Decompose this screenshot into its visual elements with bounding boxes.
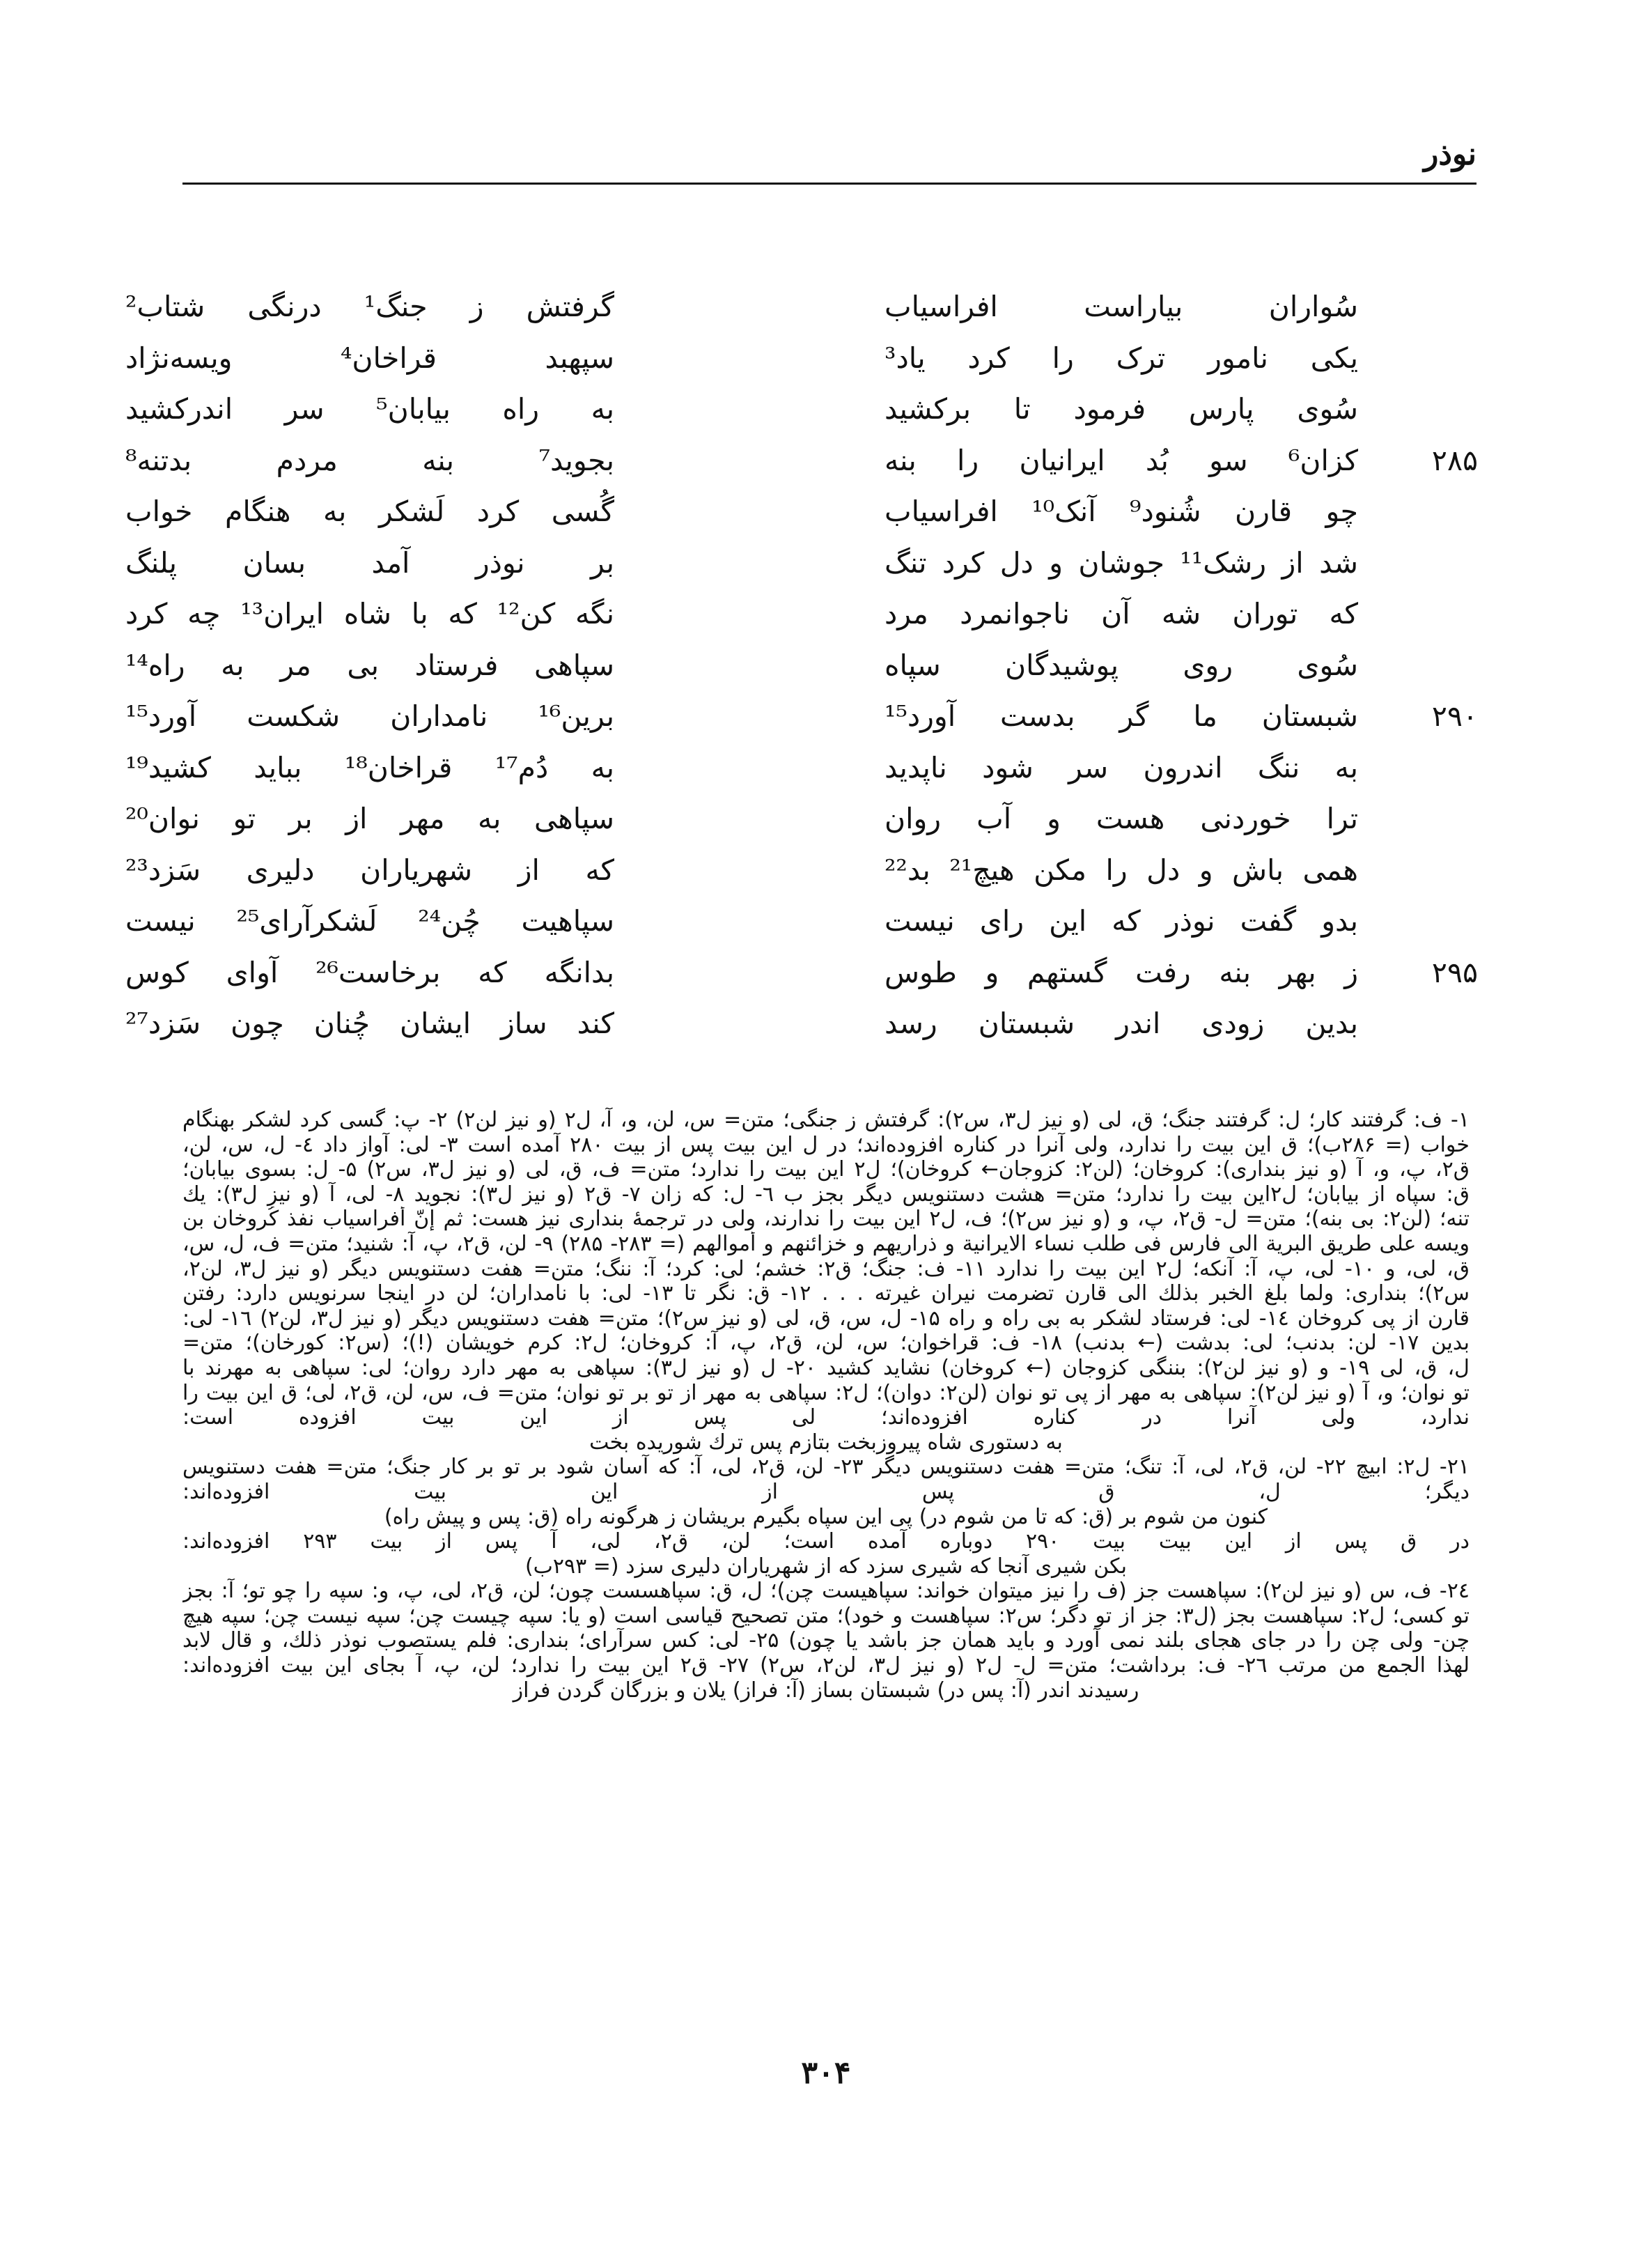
footnote-line: ق۲، پ، و، آ (و نیز بنداری): کروخان؛ (لن۲: کزوجان← کروخان)؛ ل۲ این بیت را ندارد؛ متن= ف، ق، لی (و نیز ل۳، س۲) ۵- ل: بسوی بیابان؛	[182, 1157, 1470, 1182]
verse-line	[0, 846, 1652, 895]
footnote-line: ۲٤- ف، س (و نیز لن۲): سپاهست جز (ف را نیز میتوان خواند: سپاهیست چن)؛ ل، ق: سپاهسست چون؛ لن، ق۲، لی، پ، و: سپه را چو تو؛ آ: بجز	[182, 1579, 1470, 1604]
footnote-line: در ق پس از این بیت بیت ۲۹۰ دوباره آمده است؛ لن، ق۲، لی، آ پس از بیت ۲۹۳ افزوده‌اند:	[182, 1529, 1470, 1554]
footnote-quoted-verse: رسیدند اندر (آ: پس در) شبستان بساز (آ: فراز) یلان و بزرگان گردن فراز	[513, 1678, 1139, 1703]
footnote-line: تو نوان؛ و، آ (و نیز لن۲): سپاهی به مهر از پی تو نوان (لن۲: دوان)؛ ل۲: سپاهی به مهر از تو بر تو نوان؛ متن= ف، س، لن، ق۲، لی؛ ق این بیت را	[182, 1380, 1470, 1405]
second-hemistich: بر نوذر آمد بسان پلنگ	[125, 545, 614, 580]
footnote-line: ل، ق، لی ۱۹- و (و نیز لن۲): بننگی کزوجان (← کروخان) نشاید کشید ۲۰- ل (و نیز ل۳): سپاهی به مهر دارد روان؛ لی: سپاهی به مهرند با	[182, 1355, 1470, 1380]
footnote-line: س۲)؛ بنداری: ولما بلغ الخبر بذلك الی قارن تضرمت نیران غیرته . . . ۱۲- ق: نگر تا ۱۳- لی: با نامداران؛ لن در اینجا سرنویس دارد: رفتن	[182, 1281, 1470, 1306]
second-hemistich: سپاهیت چُن²⁴ لَشکرآرای²⁵ نیست	[125, 904, 614, 938]
footnote-line: خواب (= ۲۸۶ب)؛ ق این بیت را ندارد، ولی آنرا در کناره افزوده‌اند؛ در ل این بیت پس از بیت ۲۸۰ آمده است ۳- لی: آواز داد ٤- ل، س، لن،	[182, 1132, 1470, 1157]
footnote-line: ویسه علی طریق البریة الی فارس فی طلب نساء الایرانیة و ذراریهم و خزائنهم و أموالهم (= ۲۸۳- ۲۸۵) ۹- لن، ق۲، پ، آ: شنید؛ متن= ف، ل، س،	[182, 1231, 1470, 1256]
verse-number: ۲۹۵	[1431, 955, 1478, 989]
verse-line	[0, 743, 1652, 792]
footnote-line: لهذا الجمع من مرتب ۲٦- ف: برداشت؛ متن= ل- ل۲ (و نیز ل۳، لن۲، س۲) ۲۷- ق۲ این بیت را ندارد؛ لن، پ، آ بجای این بیت افزوده‌اند:	[182, 1653, 1470, 1678]
second-hemistich: سپاهی فرستاد بی مر به راه¹⁴	[125, 648, 614, 682]
footnote-line: ۱- ف: گرفتند کار؛ ل: گرفتند جنگ؛ ق، لی (و نیز ل۳، س۲): گرفتش ز جنگی؛ متن= س، لن، و، آ، ل۲ (و نیز لن۲) ۲- پ: گسی کرد لشکر بهنگام	[182, 1108, 1470, 1132]
second-hemistich: برین¹⁶ نامداران شکست آورد¹⁵	[125, 699, 614, 733]
first-hemistich: به ننگ اندرون سر شود ناپدید	[885, 750, 1358, 784]
verse-number: ۲۸۵	[1431, 443, 1478, 477]
verse-line	[0, 897, 1652, 945]
header-rule	[182, 183, 1476, 185]
first-hemistich: سُوی پارس فرمود تا برکشید	[885, 392, 1358, 426]
second-hemistich: سپاهی به مهر از بر تو نوان²⁰	[125, 802, 614, 835]
verse-line	[0, 948, 1652, 997]
footnote-quoted-verse: کنون من شوم بر (ق: که تا من شوم در) پی این سپاه بگیرم بریشان ز هرگونه راه (ق: پس و پیش راه)	[384, 1504, 1268, 1529]
second-hemistich: به دُم¹⁷ قراخان¹⁸ بباید کشید¹⁹	[125, 750, 614, 784]
footnote-line: بدین ۱۷- لن: بدنب؛ لی: بدشت (← بدنب) ۱۸- ف: قراخوان؛ س، لن، ق۲، پ، آ: کروخان؛ ل۲: کرم خویشان (!)؛ (س۲: کورخان)؛ متن=	[182, 1331, 1470, 1356]
footnote-quoted-verse: بکن شیری آنجا که شیری سزد که از شهریاران دلیری سزد (= ۲۹۳ب)	[524, 1554, 1128, 1579]
footnote-line: ۲۱- ل۲: ابیچ ۲۲- لن، ق۲، لی، آ: تنگ؛ متن= هفت دستنویس دیگر ۲۳- لن، ق۲، لی، آ: که آسان شود بر تو بر کار جنگ؛ متن= هفت دستنویس	[182, 1455, 1470, 1480]
second-hemistich: گرفتش ز جنگ¹ درنگی شتاب²	[125, 290, 614, 323]
first-hemistich: چو قارن شُنود⁹ آنک¹⁰ افراسیاب	[885, 495, 1358, 528]
footnote-line: ق: سپاه از بیابان؛ ل۲این بیت را ندارد؛ متن= هشت دستنویس دیگر بجز ب ٦- ل: که زان ۷- ق۲ (و نیز ل۳): نجوید ۸- لی، آ (و نیز ل۳): یك	[182, 1182, 1470, 1207]
first-hemistich: ز بهر بنه رفت گستهم و طوس	[885, 955, 1358, 989]
page-number: ۳۰۴	[801, 2055, 851, 2091]
first-hemistich: شبستان ما گر بدست آورد¹⁵	[885, 699, 1358, 733]
second-hemistich: کند ساز ایشان چُنان چون سَزد²⁷	[125, 1007, 614, 1040]
first-hemistich: شد از رشک¹¹ جوشان و دل کرد تنگ	[885, 545, 1358, 580]
verse-line	[0, 999, 1652, 1048]
first-hemistich: ترا خوردنی هست و آب روان	[885, 802, 1358, 835]
first-hemistich: بدین زودی اندر شبستان رسد	[885, 1007, 1358, 1040]
footnote-line: دیگر؛ ل، ق پس از این بیت افزوده‌اند:	[182, 1479, 1470, 1504]
running-head: نوذر	[1424, 137, 1476, 172]
verse-line	[0, 539, 1652, 587]
second-hemistich: بدانگه که برخاست²⁶ آوای کوس	[125, 955, 614, 989]
verse-number: ۲۹۰	[1431, 699, 1478, 733]
second-hemistich: که از شهریاران دلیری سَزد²³	[125, 853, 614, 887]
verse-line	[0, 794, 1652, 843]
first-hemistich: سُواران بیاراست افراسیاب	[885, 290, 1358, 323]
second-hemistich: گُسی کرد لَشکر به هنگام خواب	[125, 495, 614, 528]
second-hemistich: به راه بیابان⁵ سر اندرکشید	[125, 392, 615, 426]
footnote-line: ندارد، ولی آنرا در کناره افزوده‌اند؛ لی پس از این بیت افزوده است:	[182, 1405, 1470, 1430]
verse-line	[0, 641, 1652, 690]
verse-line	[0, 334, 1652, 382]
verse-line	[0, 487, 1652, 536]
verse-line	[0, 589, 1652, 638]
first-hemistich: سُوی روی پوشیدگان سپاه	[885, 648, 1358, 682]
first-hemistich: همی باش و دل را مکن هیچ²¹ بد²²	[885, 853, 1358, 887]
verse-line	[0, 692, 1652, 741]
second-hemistich: سپهبد قراخان⁴ ویسه‌نژاد	[125, 341, 614, 375]
first-hemistich: کزان⁶ سو بُد ایرانیان را بنه	[885, 443, 1358, 477]
verse-line	[0, 436, 1652, 485]
first-hemistich: بدو گفت نوذر که این رای نیست	[885, 904, 1358, 938]
poem-body	[0, 282, 1652, 1055]
footnote-line: تنه؛ (لن۲: بی بنه)؛ متن= ل- ق۲، پ، و (و نیز س۲)؛ ف، ل۲ این بیت را ندارند، ولی در ترجمهٔ بنداری نیز هست: ثم إنّ أفراسیاب نفذ کُروخان بن	[182, 1207, 1470, 1232]
second-hemistich: نگه کن¹² که با شاه ایران¹³ چه کرد	[125, 597, 615, 630]
verse-line	[0, 385, 1652, 433]
footnotes	[182, 1108, 1470, 1703]
first-hemistich: که توران شه آن ناجوانمرد مرد	[885, 597, 1358, 630]
footnote-line: چن- ولی چن را در جای هجای بلند نمی آورد و باید همان جز باشد یا چون) ۲۵- لی: کس سرآرای؛ بنداری: فلم یستصوب نوذر ذلك، و قال لابد	[182, 1628, 1470, 1653]
footnote-line: ق، لی، و ۱۰- لی، پ، آ: آنکه؛ ل۲ این بیت را ندارد ۱۱- ف: جنگ؛ ق۲: خشم؛ لی: کرد؛ آ: ننگ؛ متن= هفت دستنویس دیگر (و نیز ل۳، لن۲،	[182, 1256, 1470, 1281]
footnote-line: قارن از پی کروخان ۱٤- لی: فرستاد لشکر به بی راه و راه ۱۵- ل، س، ق، لی (و نیز س۲)؛ متن= هفت دستنویس دیگر (و نیز ل۳، لن۲) ۱٦- لی:	[182, 1306, 1470, 1331]
second-hemistich: بجوید⁷ بنه مردم بدتنه⁸	[125, 443, 614, 477]
footnote-line: تو کسی؛ ل۲: سپاهست بجز (ل۳: جز از تو دگر؛ س۲: سپاهست و خود)؛ متن تصحیح قیاسی است (و یا: سپه چیست چن؛ سپه نیست چن؛ سپه هیچ	[182, 1603, 1470, 1628]
verse-line	[0, 282, 1652, 331]
first-hemistich: یکی نامور ترک را کرد یاد³	[885, 341, 1358, 375]
footnote-quoted-verse: به دستوری شاه پیروزبخت بتازم پس ترك شوریده بخت	[589, 1430, 1063, 1455]
